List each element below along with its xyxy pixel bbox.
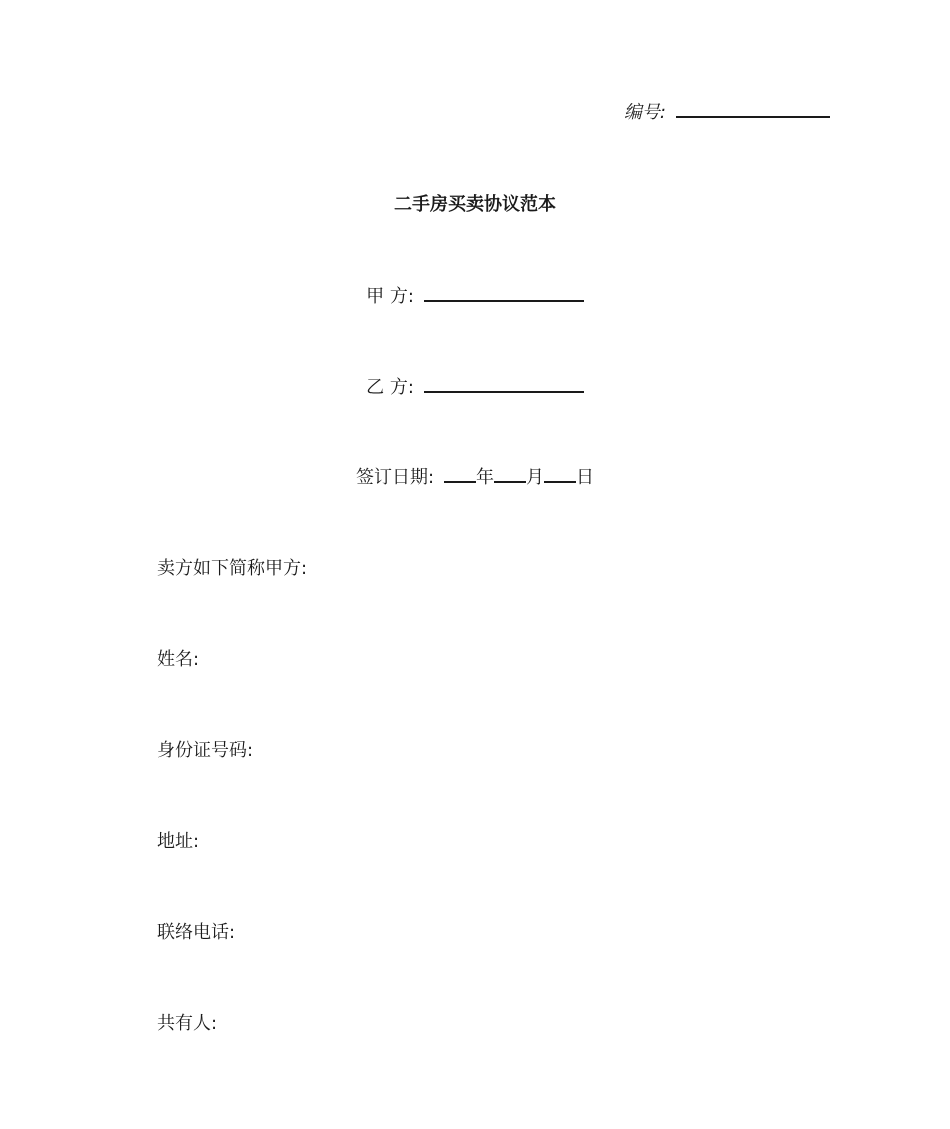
party-b-label: 乙 方: (366, 377, 414, 398)
serial-number-blank (676, 102, 830, 118)
seller-id-number-label: 身份证号码: (157, 740, 254, 761)
party-b-line (0, 373, 950, 399)
seller-heading: 卖方如下简称甲方: (157, 558, 308, 579)
seller-co-owner-label: 共有人: (157, 1013, 218, 1034)
party-a-line (0, 282, 950, 308)
serial-number-line (624, 98, 830, 124)
document-title: 二手房买卖协议范本 (394, 194, 556, 215)
seller-name-label: 姓名: (157, 649, 200, 670)
day-label: 日 (576, 467, 595, 488)
month-blank (494, 467, 526, 483)
month-label: 月 (526, 467, 545, 488)
serial-number-label: 编号: (623, 102, 666, 123)
party-b-blank (424, 377, 584, 393)
party-a-blank (424, 286, 584, 302)
sign-date-line (0, 463, 950, 489)
seller-phone-label: 联络电话: (157, 922, 236, 943)
year-label: 年 (476, 467, 495, 488)
day-blank (544, 467, 576, 483)
seller-address-label: 地址: (157, 831, 200, 852)
sign-date-label: 签订日期: (355, 467, 435, 488)
party-a-label: 甲 方: (366, 286, 414, 307)
year-blank (444, 467, 476, 483)
